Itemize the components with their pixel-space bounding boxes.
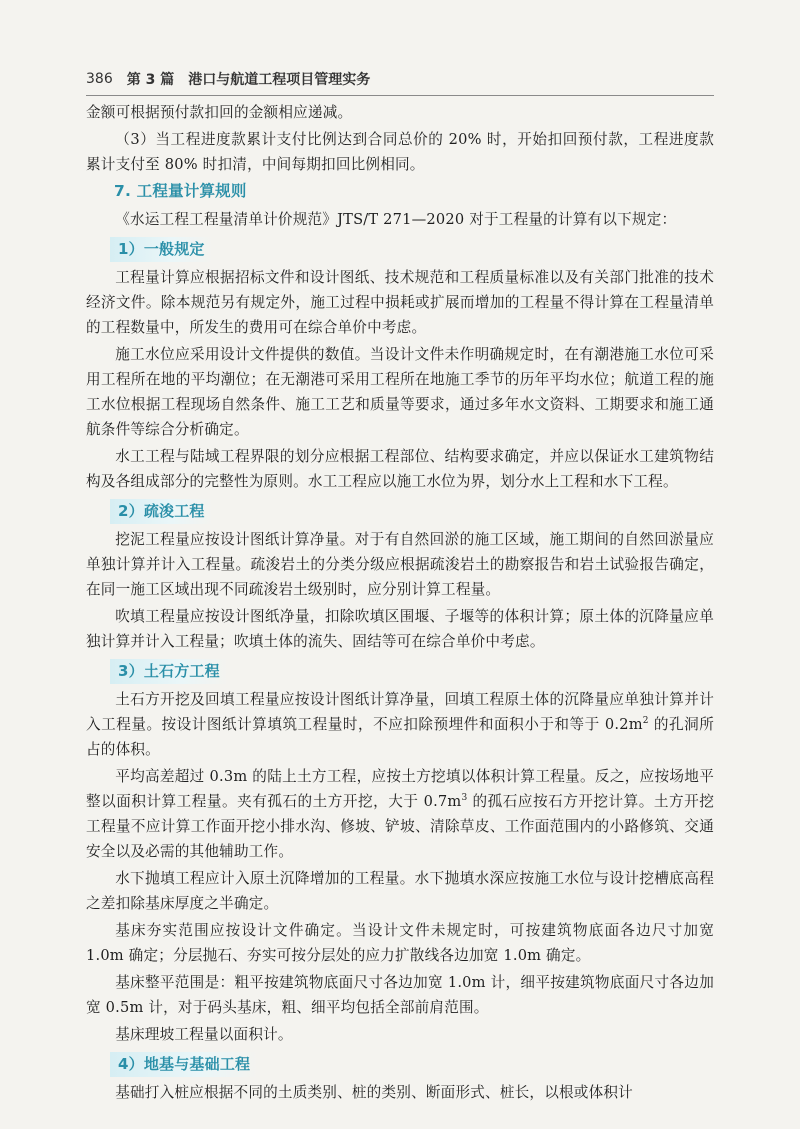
page-body — [86, 100, 714, 1107]
superscript: 3 — [461, 793, 468, 804]
paragraph: 水下抛填工程应计入原土沉降增加的工程量。水下抛填水深应按施工水位与设计挖槽底高程之差扣除基床厚度之半确定。 — [86, 870, 714, 912]
text-run: 平均高差超过 0.3m 的陆上土方工程，应按土方挖填以体积计算工程量。反之，应按场地平整以面积计算工程量。夹有孤石的土方开挖，大于 0.7m — [86, 768, 714, 810]
subsection-heading: 2）疏浚工程 — [110, 499, 213, 524]
paragraph — [86, 764, 714, 864]
paragraph: 《水运工程工程量清单计价规范》JTS/T 271—2020 对于工程量的计算有以下规定： — [115, 211, 677, 228]
paragraph: 工程量计算应根据招标文件和设计图纸、技术规范和工程质量标准以及有关部门批准的技术经济文件。除本规范另有规定外，施工过程中损耗或扩展而增加的工程量不得计算在工程量清单的工程数量中，所发生的费用可在综合单价中考虑。 — [86, 269, 714, 336]
paragraph: 吹填工程量应按设计图纸净量，扣除吹填区围堰、子堰等的体积计算；原土体的沉降量应单独计算并计入工程量；吹填土体的流失、固结等可在综合单价中考虑。 — [86, 608, 714, 650]
part-label: 第 3 篇 — [126, 72, 175, 88]
paragraph: 基础打入桩应根据不同的土质类别、桩的类别、断面形式、桩长，以根或体积计 — [115, 1084, 633, 1101]
paragraph: 基床整平范围是：粗平按建筑物底面尺寸各边加宽 1.0m 计，细平按建筑物底面尺寸各边加宽 0.5m 计，对于码头基床，粗、细平均包括全部前肩范围。 — [86, 974, 714, 1016]
paragraph: 金额可根据预付款扣回的金额相应递减。 — [86, 104, 353, 121]
text-run: 土石方开挖及回填工程量应按设计图纸计算净量，回填工程原土体的沉降量应单独计算并计入工程量。按设计图纸计算填筑工程量时，不应扣除预埋件和面积小于和等于 0.2m — [86, 691, 714, 733]
header-rule — [86, 95, 714, 96]
paragraph: 基床夯实范围应按设计文件确定。当设计文件未规定时，可按建筑物底面各边尺寸加宽 1.0m 确定；分层抛石、夯实可按分层处的应力扩散线各边加宽 1.0m 确定。 — [86, 922, 714, 964]
section-heading: 7. 工程量计算规则 — [114, 182, 247, 200]
paragraph: 水工工程与陆域工程界限的划分应根据工程部位、结构要求确定，并应以保证水工建筑物结构及各组成部分的完整性为原则。水工工程应以施工水位为界，划分水上工程和水下工程。 — [86, 448, 714, 490]
paragraph — [86, 687, 714, 762]
running-header — [86, 66, 714, 92]
text-run: 的孔洞所占的体积。 — [86, 716, 715, 758]
text-run: 的孤石应按石方开挖计算。土方开挖工程量不应计算工作面开挖小排水沟、修坡、铲坡、清除草皮、工作面范围内的小路修筑、交通安全以及必需的其他辅助工作。 — [86, 793, 715, 860]
subsection-heading: 4）地基与基础工程 — [110, 1052, 258, 1077]
paragraph: （3）当工程进度款累计支付比例达到合同总价的 20% 时，开始扣回预付款，工程进度款累计支付至 80% 时扣清，中间每期扣回比例相同。 — [86, 131, 714, 173]
page-number: 386 — [86, 71, 113, 87]
paragraph: 基床理坡工程量以面积计。 — [115, 1026, 293, 1043]
chapter-title: 港口与航道工程项目管理实务 — [188, 72, 371, 88]
paragraph: 施工水位应采用设计文件提供的数值。当设计文件未作明确规定时，在有潮港施工水位可采用工程所在地的平均潮位；在无潮港可采用工程所在地施工季节的历年平均水位；航道工程的施工水位根据工程现场自然条件、施工工艺和质量等要求，通过多年水文资料、工期要求和施工通航条件等综合分析确定。 — [86, 346, 714, 438]
subsection-heading: 1）一般规定 — [110, 237, 213, 262]
paragraph: 挖泥工程量应按设计图纸计算净量。对于有自然回淤的施工区域，施工期间的自然回淤量应单独计算并计入工程量。疏浚岩土的分类分级应根据疏浚岩土的勘察报告和岩土试验报告确定，在同一施工区域出现不同疏浚岩土级别时，应分别计算工程量。 — [86, 531, 714, 598]
subsection-heading: 3）土石方工程 — [110, 659, 228, 684]
superscript: 2 — [642, 716, 649, 727]
